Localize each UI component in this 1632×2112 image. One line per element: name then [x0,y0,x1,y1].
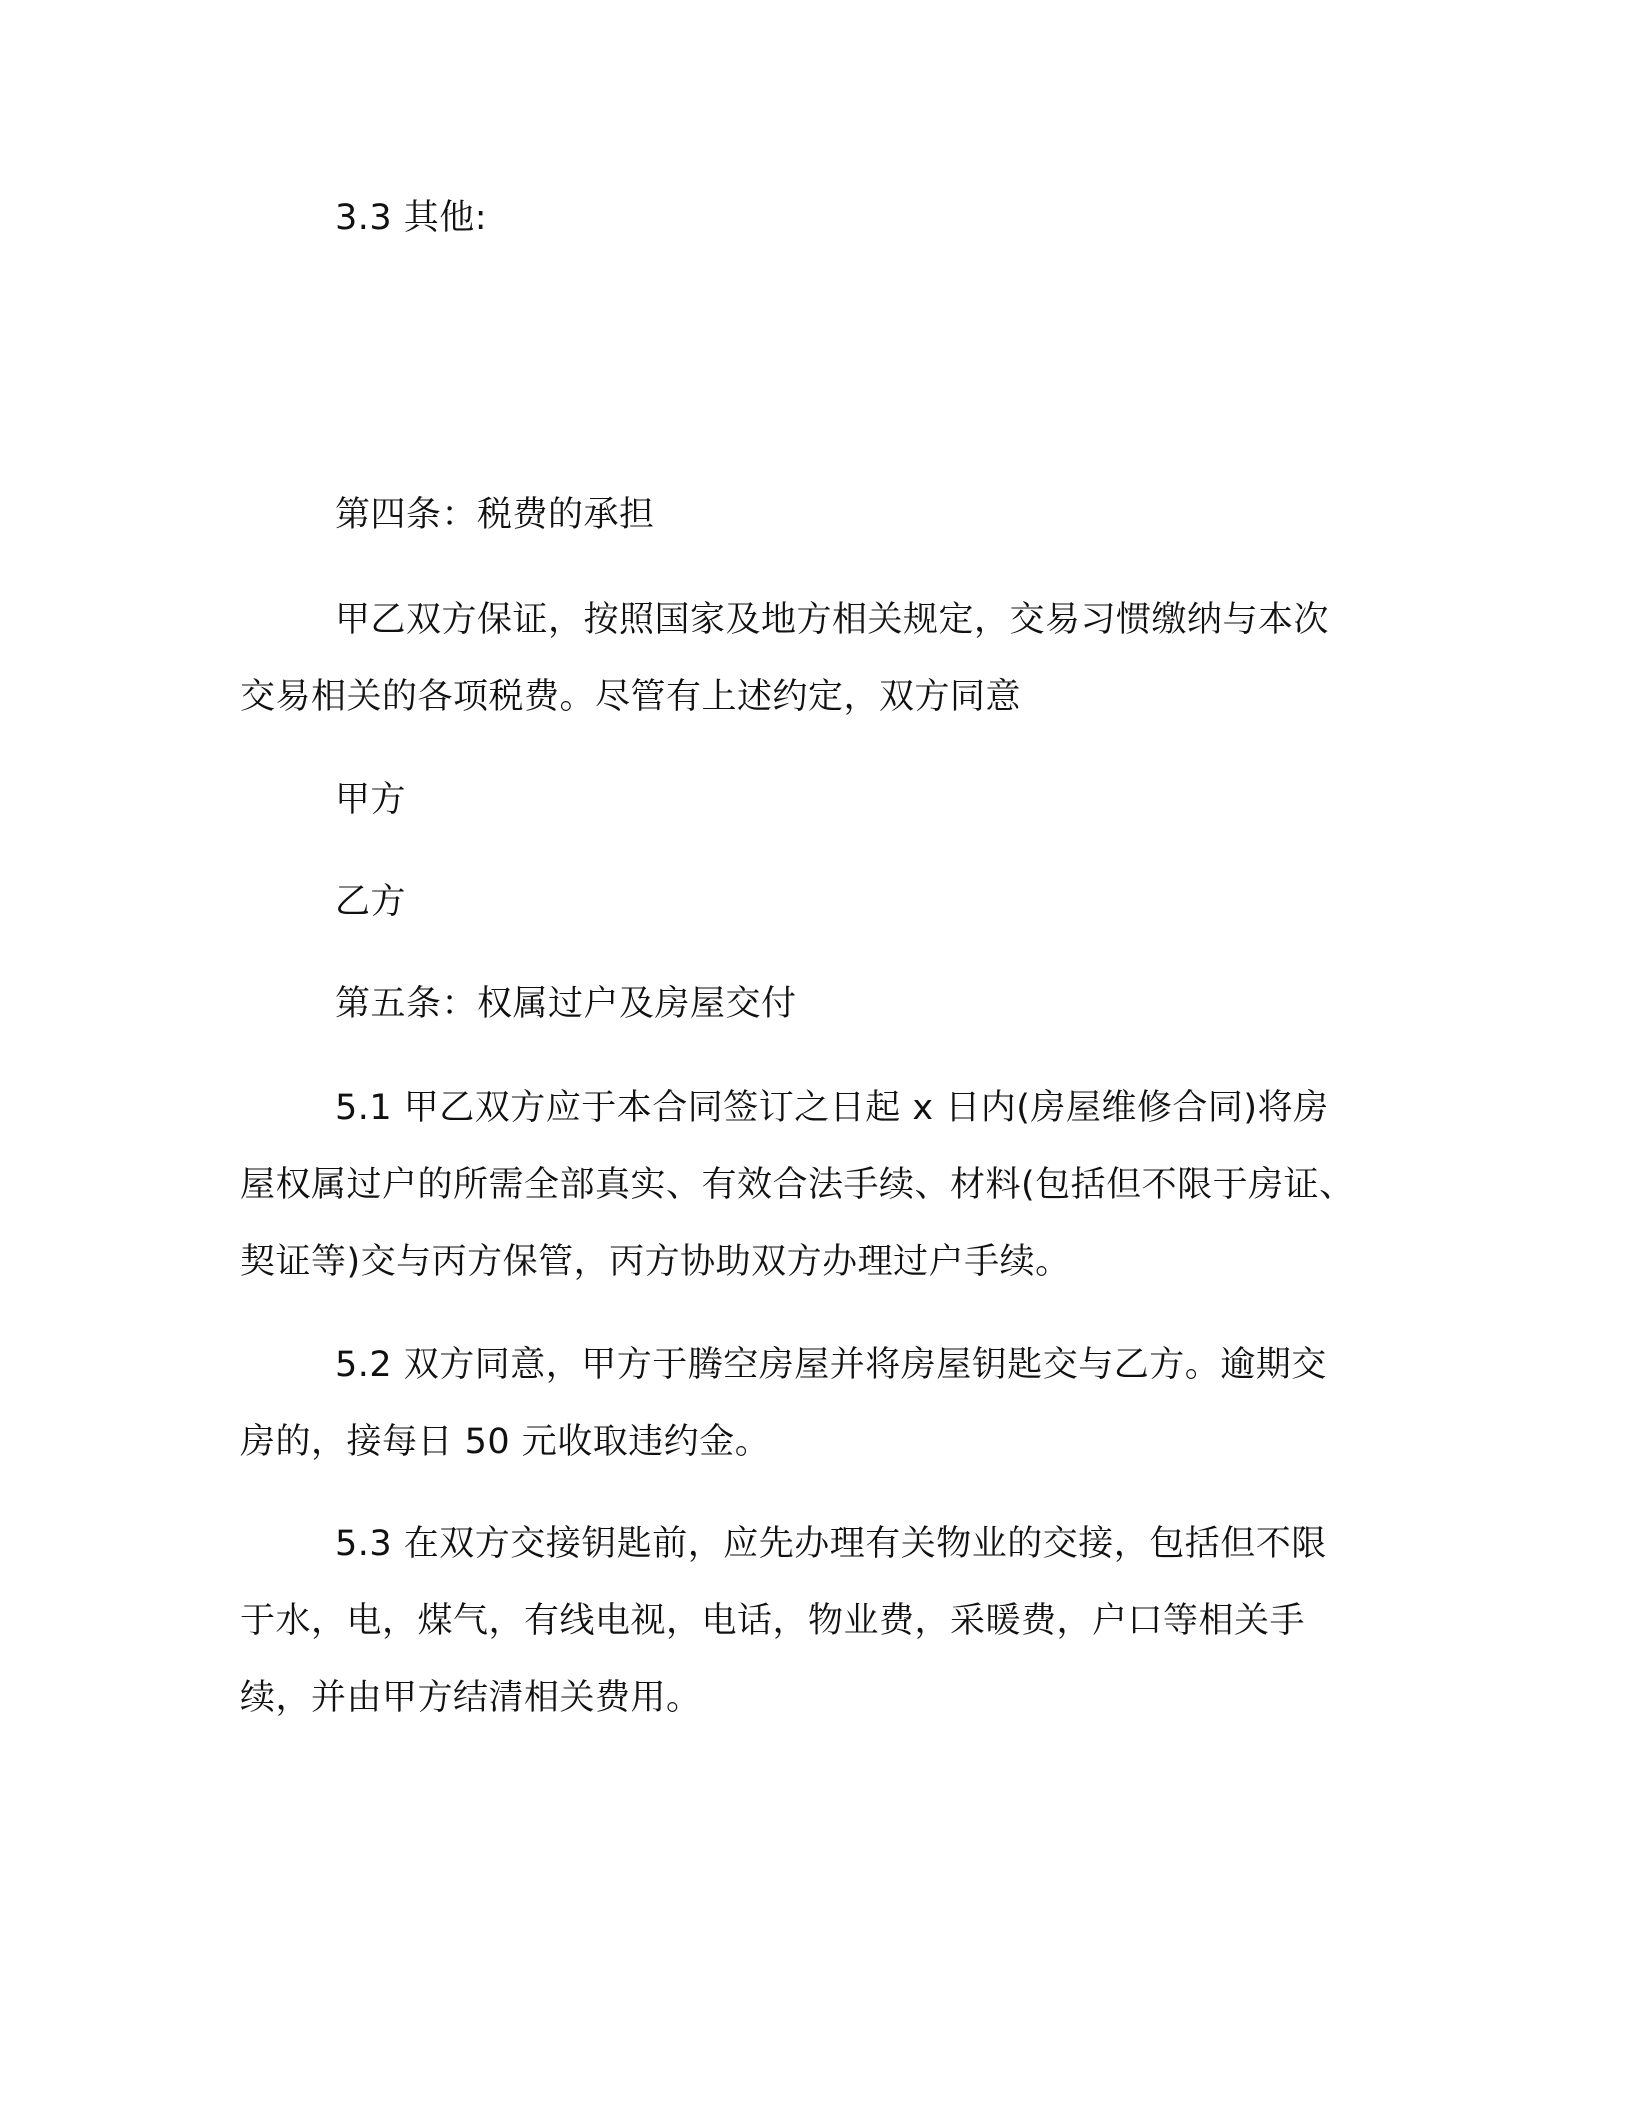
clause-5-1-line-2: 屋权属过户的所需全部真实、有效合法手续、材料(包括但不限于房证、 [240,1165,1355,1205]
party-a-label [240,762,1390,839]
clause-5-1 [240,1070,1390,1301]
article-5-heading-text: 第五条：权属过户及房屋交付 [335,984,797,1024]
clause-5-3-line-2: 于水，电，煤气，有线电视，电话，物业费，采暖费，户口等相关手 [240,1601,1306,1641]
clause-5-3 [240,1506,1390,1737]
article-4-heading-text: 第四条：税费的承担 [335,495,655,535]
clause-3-3-other [240,180,1390,257]
clause-5-1-line-3: 契证等)交与丙方保管，丙方协助双方办理过户手续。 [240,1242,1071,1282]
party-a-text: 甲方 [335,780,407,820]
clause-3-3-text: 3.3 其他: [335,198,488,238]
party-b-text: 乙方 [335,882,407,922]
clause-5-3-line-1: 5.3 在双方交接钥匙前，应先办理有关物业的交接，包括但不限 [335,1524,1327,1564]
article-4-body [240,582,1390,736]
article-4-heading [240,477,1390,554]
clause-5-2 [240,1327,1390,1481]
article-4-line-2: 交易相关的各项税费。尽管有上述约定，双方同意 [240,677,1022,717]
article-4-line-1: 甲乙双方保证，按照国家及地方相关规定，交易习惯缴纳与本次 [335,600,1330,640]
clause-5-2-line-1: 5.2 双方同意，甲方于腾空房屋并将房屋钥匙交与乙方。逾期交 [335,1345,1327,1385]
clause-5-2-line-2: 房的，接每日 50 元收取违约金。 [240,1422,771,1462]
party-b-label [240,864,1390,941]
clause-5-1-line-1: 5.1 甲乙双方应于本合同签订之日起 x 日内(房屋维修合同)将房 [335,1088,1329,1128]
clause-5-3-line-3: 续，并由甲方结清相关费用。 [240,1678,702,1718]
article-5-heading [240,966,1390,1043]
